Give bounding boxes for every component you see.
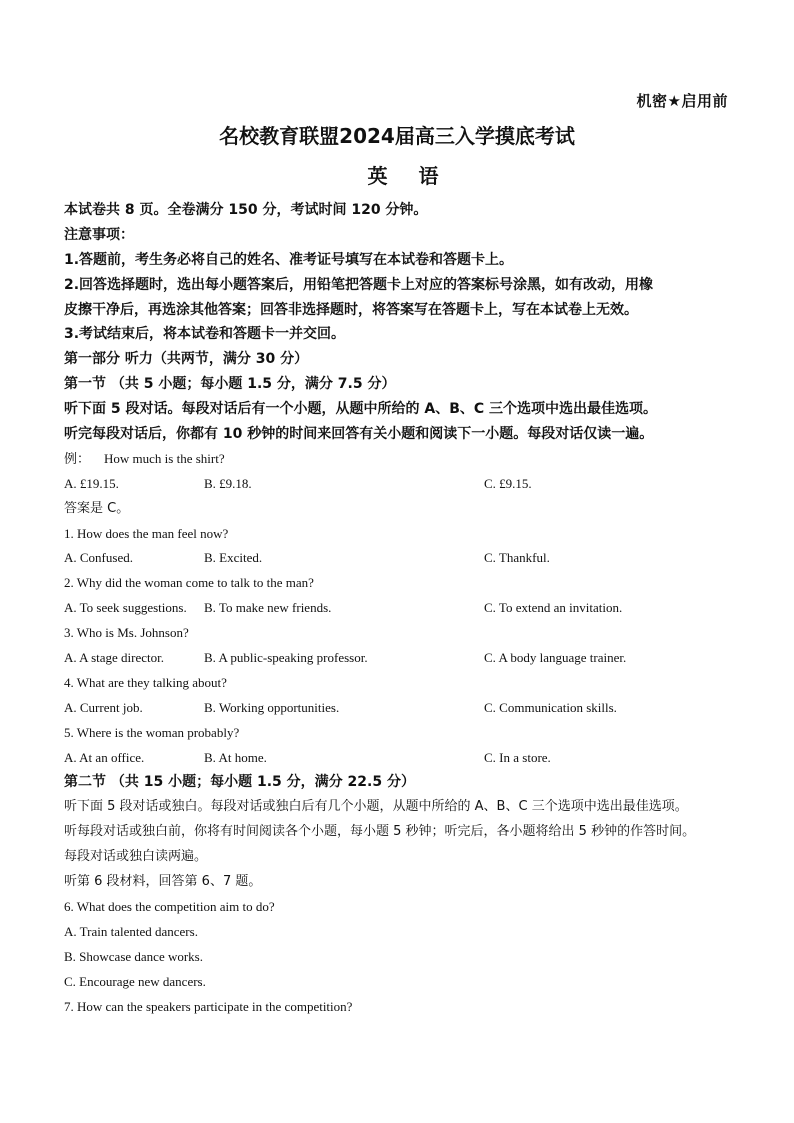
notice-item-2-line-2: 皮擦干净后，再选涂其他答案；回答非选择题时，将答案写在答题卡上，写在本试卷上无效。	[64, 301, 638, 318]
question-5-option-a: A. At an office.	[64, 749, 145, 765]
question-6-option-c: C. Encourage new dancers.	[64, 973, 206, 989]
part1-heading: 第一部分 听力（共两节，满分 30 分）	[64, 351, 309, 368]
exam-body	[64, 198, 744, 1019]
question-3-option-a: A. A stage director.	[64, 650, 165, 666]
notice-item-2-line-1: 2.回答选择题时，选出每小题答案后，用铅笔把答题卡上对应的答案标号涂黑，如有改动，用橡	[64, 276, 654, 293]
confidential-label: 机密★启用前	[636, 92, 728, 110]
question-2-option-a: A. To seek suggestions.	[64, 600, 187, 616]
subject-title: 英 语	[367, 164, 451, 188]
question-1-options	[64, 546, 744, 571]
notice-intro: 本试卷共 8 页。全卷满分 150 分，考试时间 120 分钟。	[64, 202, 428, 218]
example-options	[64, 472, 744, 497]
question-6-option-a: A. Train talented dancers.	[64, 923, 198, 939]
question-1-option-a: A. Confused.	[64, 550, 133, 566]
question-6-option-b: B. Showcase dance works.	[64, 948, 203, 964]
question-2: 2. Why did the woman come to talk to the man?	[64, 575, 314, 591]
material-6-heading: 听第 6 段材料，回答第 6、7 题。	[64, 874, 262, 890]
question-2-option-c: C. To extend an invitation.	[484, 600, 623, 616]
example-option-a: A. £19.15.	[64, 475, 119, 491]
notice-item-3: 3.考试结束后，将本试卷和答题卡一并交回。	[64, 326, 346, 343]
question-2-option-b: B. To make new friends.	[204, 600, 332, 616]
question-4-option-a: A. Current job.	[64, 699, 143, 715]
question-3-option-b: B. A public-speaking professor.	[204, 650, 368, 666]
example-option-b: B. £9.18.	[204, 475, 252, 491]
question-3-options	[64, 646, 744, 671]
question-5: 5. Where is the woman probably?	[64, 724, 240, 740]
question-3-option-c: C. A body language trainer.	[484, 650, 627, 666]
question-5-options	[64, 746, 744, 771]
question-7: 7. How can the speakers participate in the competition?	[64, 998, 353, 1014]
example-option-c: C. £9.15.	[484, 475, 532, 491]
section2-instruction-line-3: 每段对话或独白读两遍。	[64, 849, 208, 865]
question-4-options	[64, 696, 744, 721]
section2-heading: 第二节 （共 15 小题；每小题 1.5 分，满分 22.5 分）	[64, 774, 415, 791]
question-2-options	[64, 596, 744, 621]
exam-title: 名校教育联盟2024届高三入学摸底考试	[219, 124, 575, 148]
section2-instruction-line-1: 听下面 5 段对话或独白。每段对话或独白后有几个小题，从题中所给的 A、B、C 三个选项中选出最佳选项。	[64, 799, 688, 815]
question-3: 3. Who is Ms. Johnson?	[64, 625, 189, 641]
example-question	[64, 447, 744, 472]
section1-heading: 第一节 （共 5 小题；每小题 1.5 分，满分 7.5 分）	[64, 376, 396, 393]
question-6: 6. What does the competition aim to do?	[64, 898, 275, 914]
example-answer: 答案是 C。	[64, 500, 130, 516]
question-4-option-b: B. Working opportunities.	[204, 699, 340, 715]
question-5-option-c: C. In a store.	[484, 749, 551, 765]
section1-instruction-line-2: 听完每段对话后，你都有 10 秒钟的时间来回答有关小题和阅读下一小题。每段对话仅读一遍。	[64, 426, 654, 443]
example-question-text: How much is the shirt?	[104, 450, 225, 466]
section1-instruction-line-1: 听下面 5 段对话。每段对话后有一个小题，从题中所给的 A、B、C 三个选项中选出最佳选项。	[64, 401, 658, 418]
question-4: 4. What are they talking about?	[64, 674, 227, 690]
notice-heading: 注意事项：	[64, 226, 134, 243]
notice-item-1: 1.答题前，考生务必将自己的姓名、准考证号填写在本试卷和答题卡上。	[64, 251, 514, 268]
question-4-option-c: C. Communication skills.	[484, 699, 617, 715]
question-1-option-c: C. Thankful.	[484, 550, 550, 566]
section2-instruction-line-2: 听每段对话或独白前，你将有时间阅读各个小题，每小题 5 秒钟；听完后，各小题将给出 5 秒钟的作答时间。	[64, 824, 696, 840]
question-5-option-b: B. At home.	[204, 749, 267, 765]
question-1: 1. How does the man feel now?	[64, 525, 229, 541]
question-1-option-b: B. Excited.	[204, 550, 263, 566]
example-label: 例：	[64, 451, 91, 467]
